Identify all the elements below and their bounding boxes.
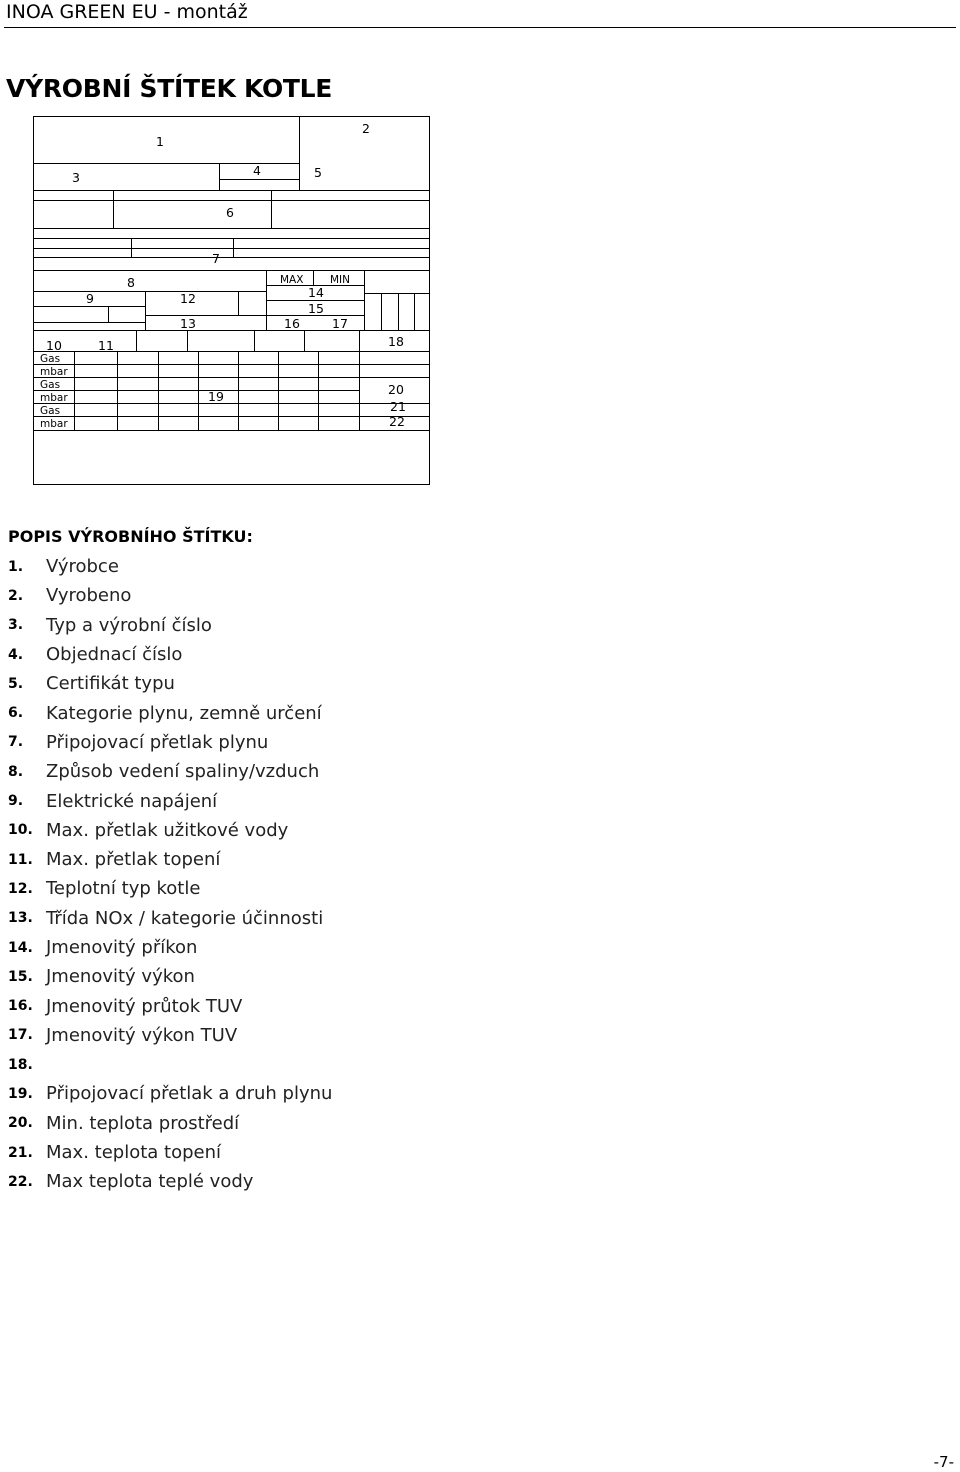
legend-text: Jmenovitý průtok TUV <box>46 995 243 1017</box>
plate-label-1: 1 <box>156 134 164 149</box>
legend-number: 21. <box>8 1144 33 1161</box>
legend-item <box>8 1167 332 1196</box>
plate-label-3: 3 <box>72 170 80 185</box>
plate-label-mbar: mbar <box>40 366 68 378</box>
header-title: INOA GREEN EU - montáž <box>6 1 248 23</box>
legend-number: 18. <box>8 1056 33 1073</box>
legend-item <box>8 904 332 933</box>
legend-item <box>8 1138 332 1167</box>
legend-item <box>8 933 332 962</box>
legend-text: Připojovací přetlak plynu <box>46 731 269 753</box>
legend-heading: POPIS VÝROBNÍHO ŠTÍTKU: <box>8 527 253 546</box>
legend-text: Max. přetlak topení <box>46 849 221 871</box>
plate-label-22: 22 <box>389 414 405 429</box>
legend-number: 2. <box>8 587 24 604</box>
plate-label-9: 9 <box>86 291 94 306</box>
plate-label-min: MIN <box>330 274 351 286</box>
legend-text: Typ a výrobní číslo <box>46 614 212 636</box>
legend-number: 14. <box>8 939 33 956</box>
plate-label-16: 16 <box>284 316 300 331</box>
legend-text: Připojovací přetlak a druh plynu <box>46 1083 333 1105</box>
legend-text: Certifikát typu <box>46 673 175 695</box>
legend-text: Min. teplota prostředí <box>46 1112 240 1134</box>
legend-text: Jmenovitý výkon TUV <box>46 1024 238 1046</box>
legend-text: Max. teplota topení <box>46 1142 222 1164</box>
legend-text: Max. přetlak užitkové vody <box>46 819 289 841</box>
page-title: VÝROBNÍ ŠTÍTEK KOTLE <box>6 74 333 103</box>
legend-item <box>8 552 332 581</box>
plate-label-gas: Gas <box>40 405 61 417</box>
plate-label-10: 10 <box>46 338 62 353</box>
legend-number: 22. <box>8 1173 33 1190</box>
plate-label-2: 2 <box>362 121 370 136</box>
legend-list <box>8 552 332 1197</box>
legend-text: Objednací číslo <box>46 644 183 666</box>
legend-number: 9. <box>8 793 24 810</box>
legend-text: Elektrické napájení <box>46 790 218 812</box>
plate-label-15: 15 <box>308 301 324 316</box>
legend-text: Výrobce <box>46 556 119 578</box>
legend-text: Teplotní typ kotle <box>46 878 201 900</box>
legend-text: Max teplota teplé vody <box>46 1171 254 1193</box>
plate-label-11: 11 <box>98 338 114 353</box>
legend-item <box>8 1021 332 1050</box>
plate-label-19: 19 <box>208 389 224 404</box>
legend-item <box>8 816 332 845</box>
plate-label-gas: Gas <box>40 379 61 391</box>
legend-number: 15. <box>8 968 33 985</box>
legend-number: 17. <box>8 1027 33 1044</box>
legend-text: Třída NOx / kategorie účinnosti <box>46 907 324 929</box>
legend-item <box>8 1109 332 1138</box>
plate-label-14: 14 <box>308 285 324 300</box>
plate-label-7: 7 <box>212 251 220 266</box>
legend-item <box>8 1050 332 1079</box>
legend-number: 3. <box>8 617 24 634</box>
legend-number: 20. <box>8 1115 33 1132</box>
legend-text: Vyrobeno <box>46 585 132 607</box>
legend-number: 13. <box>8 910 33 927</box>
legend-number: 12. <box>8 880 33 897</box>
legend-item <box>8 581 332 610</box>
plate-label-20: 20 <box>388 382 404 397</box>
legend-number: 1. <box>8 558 24 575</box>
plate-label-12: 12 <box>180 291 196 306</box>
legend-number: 8. <box>8 763 24 780</box>
plate-label-4: 4 <box>253 163 261 178</box>
legend-number: 4. <box>8 646 24 663</box>
legend-item <box>8 757 332 786</box>
legend-item <box>8 962 332 991</box>
plate-label-gas: Gas <box>40 353 61 365</box>
plate-label-18: 18 <box>388 334 404 349</box>
legend-item <box>8 845 332 874</box>
legend-item <box>8 1079 332 1108</box>
plate-label-mbar: mbar <box>40 392 68 404</box>
legend-text: Jmenovitý výkon <box>46 966 195 988</box>
plate-label-max: MAX <box>280 274 304 286</box>
legend-item <box>8 786 332 815</box>
plate-label-17: 17 <box>332 316 348 331</box>
legend-item <box>8 874 332 903</box>
legend-number: 16. <box>8 998 33 1015</box>
legend-item <box>8 611 332 640</box>
legend-number: 10. <box>8 822 33 839</box>
plate-label-mbar: mbar <box>40 418 68 430</box>
legend-text: Kategorie plynu, zemně určení <box>46 702 322 724</box>
plate-label-6: 6 <box>226 205 234 220</box>
legend-text: Způsob vedení spaliny/vzduch <box>46 761 320 783</box>
legend-number: 7. <box>8 734 24 751</box>
rating-plate-diagram <box>0 0 960 500</box>
legend-number: 11. <box>8 851 33 868</box>
plate-label-5: 5 <box>314 165 322 180</box>
legend-item <box>8 640 332 669</box>
plate-label-8: 8 <box>127 275 135 290</box>
legend-item <box>8 991 332 1020</box>
legend-item <box>8 669 332 698</box>
legend-number: 5. <box>8 675 24 692</box>
legend-item <box>8 728 332 757</box>
legend-item <box>8 698 332 727</box>
legend-number: 6. <box>8 705 24 722</box>
legend-text: Jmenovitý příkon <box>46 937 198 958</box>
plate-label-13: 13 <box>180 316 196 331</box>
page-number: -7- <box>933 1453 954 1471</box>
plate-label-21: 21 <box>390 399 406 414</box>
legend-number: 19. <box>8 1085 33 1102</box>
